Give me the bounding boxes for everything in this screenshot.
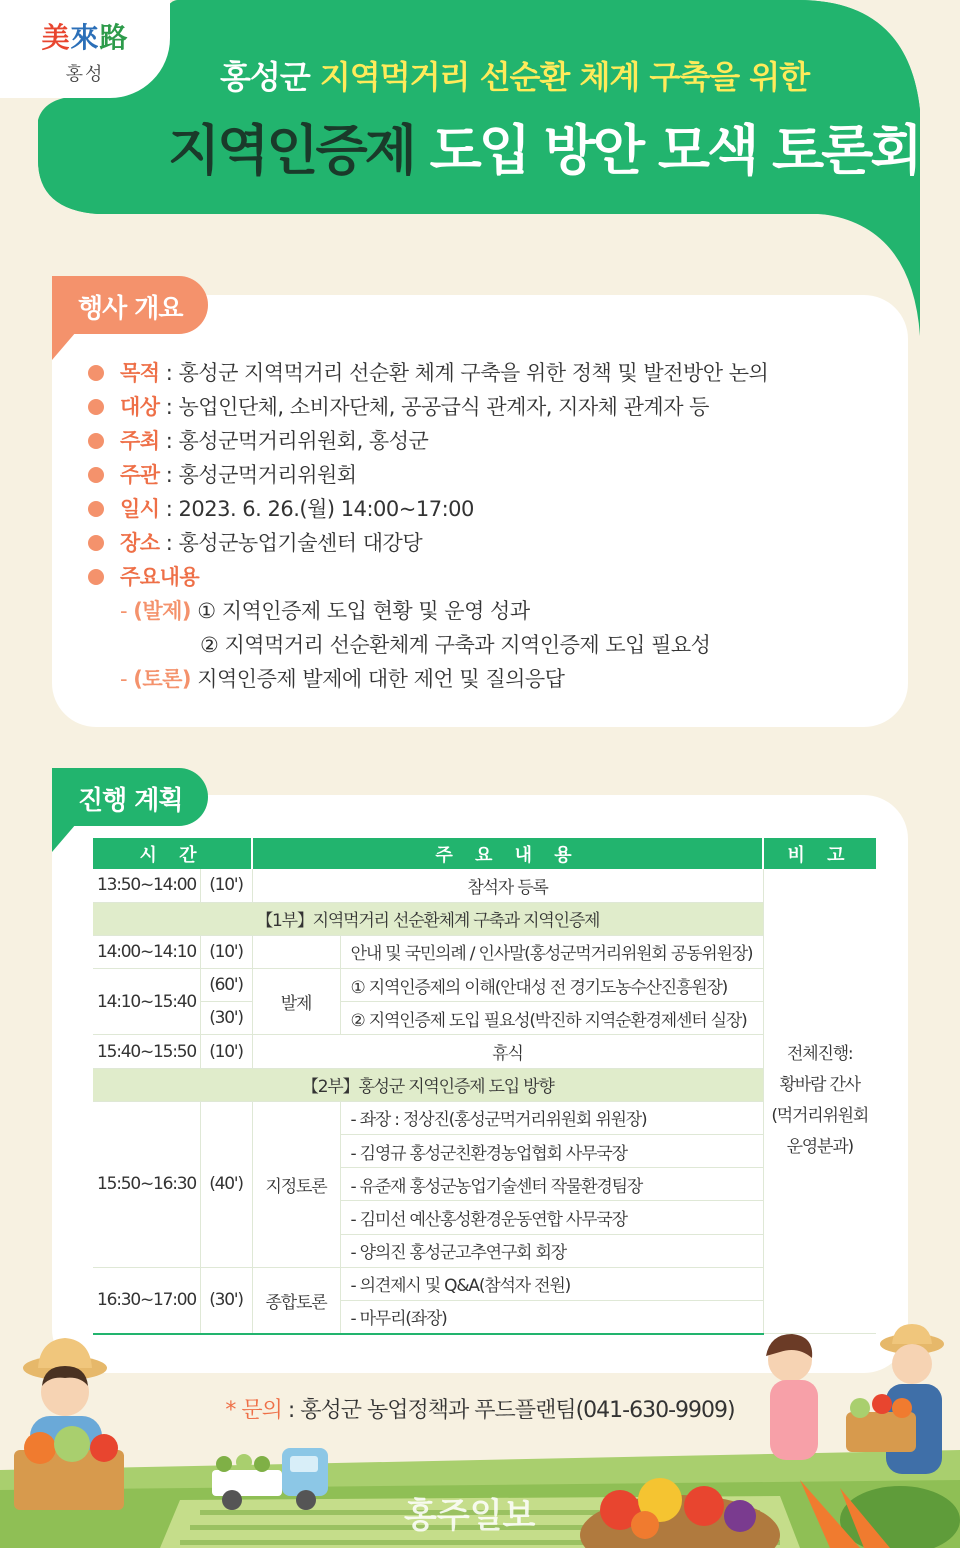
hongseong-logo (0, 0, 170, 98)
content-cell: - 유준재 홍성군농업기술센터 작물환경팀장 (340, 1168, 763, 1201)
overview-tab: 행사 개요 (52, 276, 208, 334)
bullet-icon (88, 365, 104, 381)
bullet-icon (88, 399, 104, 415)
presentation-line-2: ② 지역먹거리 선순환체계 구축과 지역인증제 도입 필요성 (200, 633, 711, 657)
duration-cell: (10') (200, 935, 252, 968)
content-cell: - 김미선 예산홍성환경운동연합 사무국장 (340, 1201, 763, 1234)
content-cell: 휴식 (252, 1035, 763, 1068)
farmer-left (14, 1338, 124, 1510)
bullet-icon (88, 569, 104, 585)
duration-cell: (30') (200, 1267, 252, 1333)
table-row (93, 1101, 876, 1134)
list-item: 일시 : 2023. 6. 26.(월) 14:00~17:00 (88, 494, 768, 528)
type-cell: 종합토론 (252, 1267, 340, 1333)
duration-cell: (40') (200, 1101, 252, 1267)
content-cell: ① 지역인증제의 이해(안대성 전 경기도농수산진흥원장) (340, 969, 763, 1002)
list-item: 목적 : 홍성군 지역먹거리 선순환 체계 구축을 위한 정책 및 발전방안 논의 (88, 358, 768, 392)
time-cell: 15:50~16:30 (93, 1101, 200, 1267)
duration-cell: (10') (200, 1035, 252, 1068)
table-row (93, 869, 876, 902)
bullet-icon (88, 501, 104, 517)
bullet-icon (88, 535, 104, 551)
bullet-icon (88, 467, 104, 483)
part-title: 【1부】지역먹거리 선순환체계 구축과 지역인증제 (93, 902, 763, 935)
part-row (93, 902, 876, 935)
type-cell (252, 935, 340, 968)
list-item: 대상 : 농업인단체, 소비자단체, 공공급식 관계자, 지자체 관계자 등 (88, 392, 768, 426)
column-header-content: 주 요 내 용 (252, 838, 763, 869)
type-cell: 지정토론 (252, 1101, 340, 1267)
logo-korean: 홍성 (65, 64, 105, 85)
bullet-icon (88, 433, 104, 449)
list-item: 장소 : 홍성군농업기술센터 대강당 (88, 528, 768, 562)
table-row (93, 1002, 876, 1035)
presentation-line-1: - (발제) ① 지역인증제 도입 현황 및 운영 성과 (120, 599, 530, 623)
overview-list (88, 358, 768, 698)
time-cell: 16:30~17:00 (93, 1267, 200, 1333)
schedule-tab-tail (52, 824, 76, 852)
part-row (93, 1068, 876, 1101)
content-cell: - 의견제시 및 Q&A(참석자 전원) (340, 1267, 763, 1300)
time-cell: 13:50~14:00 (93, 869, 200, 902)
table-row (93, 1035, 876, 1068)
column-header-time: 시 간 (93, 838, 252, 869)
content-cell: 참석자 등록 (252, 869, 763, 902)
schedule-table (93, 838, 876, 1335)
list-item: 주요내용 (88, 562, 768, 596)
table-row (93, 935, 876, 968)
list-item: 주최 : 홍성군먹거리위원회, 홍성군 (88, 426, 768, 460)
duration-cell: (30') (200, 1002, 252, 1035)
content-cell: - 양의진 홍성군고추연구회 회장 (340, 1234, 763, 1267)
time-cell: 14:10~15:40 (93, 969, 200, 1035)
overview-tab-tail (52, 332, 76, 360)
content-cell: - 마무리(좌장) (340, 1300, 763, 1333)
column-header-note: 비 고 (763, 838, 876, 869)
part-title: 【2부】홍성군 지역인증제 도입 방향 (93, 1068, 763, 1101)
time-cell: 15:40~15:50 (93, 1035, 200, 1068)
table-row (93, 969, 876, 1002)
note-cell: 전체진행: 황바람 간사 (먹거리위원회 운영분과) (763, 869, 876, 1334)
duration-cell: (10') (200, 869, 252, 902)
logo-hanja: 美來路 (41, 21, 129, 54)
content-cell: - 좌장 : 정상진(홍성군먹거리위원회 위원장) (340, 1101, 763, 1134)
duration-cell: (60') (200, 969, 252, 1002)
table-header-row (93, 838, 876, 869)
header-subtitle: 홍성군 지역먹거리 선순환 체계 구축을 위한 (220, 58, 810, 96)
time-cell: 14:00~14:10 (93, 935, 200, 968)
schedule-tab: 진행 계획 (52, 768, 208, 826)
content-cell: - 김영규 홍성군친환경농업협회 사무국장 (340, 1135, 763, 1168)
watermark: 홍주일보 (404, 1496, 536, 1536)
type-cell: 발제 (252, 969, 340, 1035)
content-cell: ② 지역인증제 도입 필요성(박진하 지역순환경제센터 실장) (340, 1002, 763, 1035)
header-title: 지역인증제 도입 방안 모색 토론회 (168, 119, 920, 182)
table-row (93, 1267, 876, 1300)
content-cell: 안내 및 국민의례 / 인사말(홍성군먹거리위원회 공동위원장) (340, 935, 763, 968)
discussion-line: - (토론) 지역인증제 발제에 대한 제언 및 질의응답 (120, 667, 565, 691)
list-item: 주관 : 홍성군먹거리위원회 (88, 460, 768, 494)
contact-info: * 문의 : 홍성군 농업정책과 푸드플랜팀(041-630-9909) (225, 1398, 735, 1423)
